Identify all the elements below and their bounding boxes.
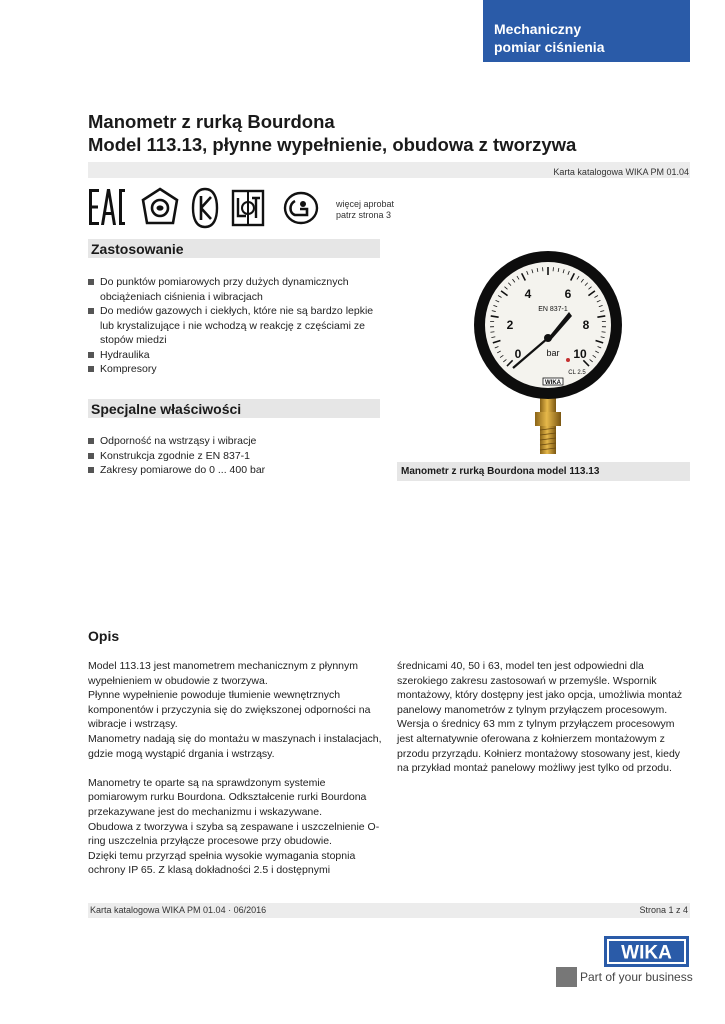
footer (88, 903, 690, 918)
applications-list (88, 275, 378, 377)
page-title (88, 110, 576, 156)
gauge-standard: EN 837-1 (538, 306, 568, 313)
scale-tick (602, 332, 606, 333)
list-item: Do punktów pomiarowych przy dużych dynamicznych obciążeniach ciśnienia i wibracjach (88, 275, 378, 304)
catalog-reference: Karta katalogowa WIKA PM 01.04 (553, 167, 689, 177)
title-line2: Model 113.13, płynne wypełnienie, obudowa z tworzywa (88, 134, 577, 155)
category-tab-line1: Mechaniczny (494, 21, 582, 37)
approvals-note (336, 199, 394, 221)
category-tab (483, 0, 690, 62)
page-number: Strona 1 z 4 (639, 905, 688, 915)
features-heading: Specjalne właściwości (88, 399, 380, 418)
belarus-mark-icon (283, 186, 319, 230)
slogan (556, 967, 693, 987)
gauge-brand: WIKA (545, 380, 561, 386)
list-item: Zakresy pomiarowe do 0 ... 400 bar (88, 463, 378, 478)
description-left-column (88, 659, 383, 878)
scale-label: 10 (573, 347, 587, 361)
slogan-square-icon (556, 967, 577, 987)
list-item: Odporność na wstrząsy i wibracje (88, 434, 378, 449)
slogan-text: Part of your business (580, 970, 693, 984)
title-line1: Manometr z rurką Bourdona (88, 111, 335, 132)
eac-mark-icon (88, 186, 126, 230)
gost-mark-icon (138, 186, 182, 230)
scale-label: 6 (564, 287, 572, 301)
list-item: Kompresory (88, 362, 378, 377)
applications-heading: Zastosowanie (88, 239, 380, 258)
scale-tick (490, 332, 494, 333)
pressure-gauge-image (473, 248, 623, 458)
scale-label: 2 (506, 318, 514, 332)
scale-label: 4 (524, 287, 532, 301)
features-list (88, 434, 378, 478)
description-left-text: Model 113.13 jest manometrem mechanicznym z płynnym wypełnieniem w obudowie z tworzywa. Płynne wypełnienie powoduje tłumienie wewnętrznych komponentów i przyczynia się do zwiększonej odporności na wibracje i wstrząsy. Manometry nadają się do montażu w maszynach i instalacjach, gdzie mogą wystąpić drgania i wstrząsy. Manometry te oparte są na sprawdzonym systemie pomiarowym rurku Bourdona. Odkształcenie rurki Bourdona przekazywane jest do mechanizmu i wskazywane. Obudowa z tworzywa i szyba są zespawane i uszczelnienie O-ring uszczelnia przyłącze procesowe przy obudowie. Dzięki temu przyrząd spełnia wysokie wymagania stopnia ochrony IP 65. Z klasą dokładności 2.5 i dostępnymi (88, 660, 382, 877)
description-heading: Opis (88, 628, 120, 644)
description-right-text: średnicami 40, 50 i 63, model ten jest odpowiedni dla szerokiego zakresu zastosowań w przemyśle. Wspornik montażowy, który dostępny jest jako opcja, umożliwia montaż panelowy manometrów z tylnym przyłączem procesowym. Wersja o średnicy 63 mm z tylnym przyłączem procesowym jest alternatywnie oferowana z kołnierzem montażowym z przodu przyrządu. Kołnierz montażowy stosowany jest, kiedy na przykład montaż panelowy możliwy jest tylko od przodu. (397, 660, 683, 775)
approvals-note-line1: więcej aprobat (336, 199, 395, 209)
wika-logo (604, 936, 689, 967)
logo-text: WIKA (621, 942, 672, 964)
image-caption: Manometr z rurką Bourdona model 113.13 (397, 462, 690, 481)
list-item: Hydraulika (88, 348, 378, 363)
gauge-class: CL 2.5 (568, 370, 586, 376)
gauge-unit: bar (546, 348, 560, 358)
footer-catalog-ref: Karta katalogowa WIKA PM 01.04 · 06/2016 (90, 905, 267, 915)
description-right-column (397, 659, 692, 776)
list-item: Do mediów gazowych i ciekłych, które nie są bardzo lepkie lub krystalizujące i nie wchodzą w reakcję z częściami ze stopów miedzi (88, 304, 378, 348)
scale-label: 0 (514, 347, 522, 361)
ukraine-mark-icon (230, 186, 266, 230)
approvals-note-line2: patrz strona 3 (336, 210, 392, 220)
list-item: Konstrukcja zgodnie z EN 837-1 (88, 449, 378, 464)
scale-label: 8 (582, 318, 590, 332)
category-tab-line2: pomiar ciśnienia (494, 39, 605, 55)
kazakhstan-mark-icon (190, 186, 220, 230)
